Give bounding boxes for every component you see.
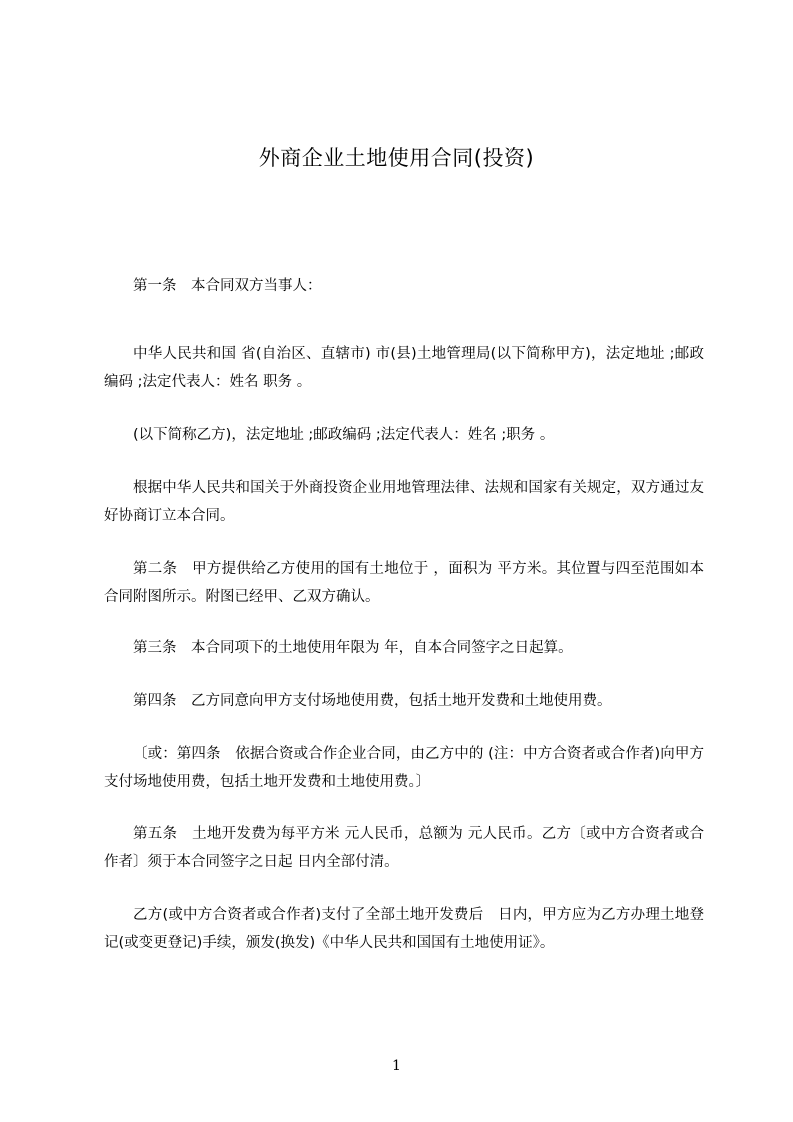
- party-a-paragraph: 中华人民共和国 省(自治区、直辖市) 市(县)土地管理局(以下简称甲方)，法定地址 ;邮政编码 ;法定代表人：姓名 职务 。: [104, 346, 704, 390]
- basis-paragraph: 根据中华人民共和国关于外商投资企业用地管理法律、法规和国家有关规定，双方通过友好协商订立本合同。: [104, 480, 704, 524]
- article-3-paragraph: 第三条 本合同项下的土地使用年限为 年，自本合同签字之日起算。: [133, 640, 573, 656]
- document-title: 外商企业土地使用合同(投资): [258, 146, 535, 170]
- article-1-heading: 第一条 本合同双方当事人：: [133, 278, 322, 294]
- article-2-paragraph: 第二条 甲方提供给乙方使用的国有土地位于 ，面积为 平方米。其位置与四至范围如本合同附图所示。附图已经甲、乙双方确认。: [104, 561, 704, 605]
- article-4-alternative-paragraph: 〔或：第四条 依据合资或合作企业合同，由乙方中的 (注：中方合资者或合作者)向甲方支付场地使用费，包括土地开发费和土地使用费。〕: [104, 746, 704, 790]
- registration-paragraph: 乙方(或中方合资者或合作者)支付了全部土地开发费后 日内，甲方应为乙方办理土地登记(或变更登记)手续，颁发(换发)《中华人民共和国国有土地使用证》。: [104, 907, 704, 951]
- article-4-paragraph: 第四条 乙方同意向甲方支付场地使用费，包括土地开发费和土地使用费。: [133, 693, 612, 709]
- party-b-paragraph: (以下简称乙方)，法定地址 ;邮政编码 ;法定代表人：姓名 ;职务 。: [133, 427, 555, 443]
- article-5-paragraph: 第五条 土地开发费为每平方米 元人民币，总额为 元人民币。乙方〔或中方合资者或合作者〕须于本合同签字之日起 日内全部付清。: [104, 826, 704, 870]
- page-number: 1: [392, 1058, 401, 1074]
